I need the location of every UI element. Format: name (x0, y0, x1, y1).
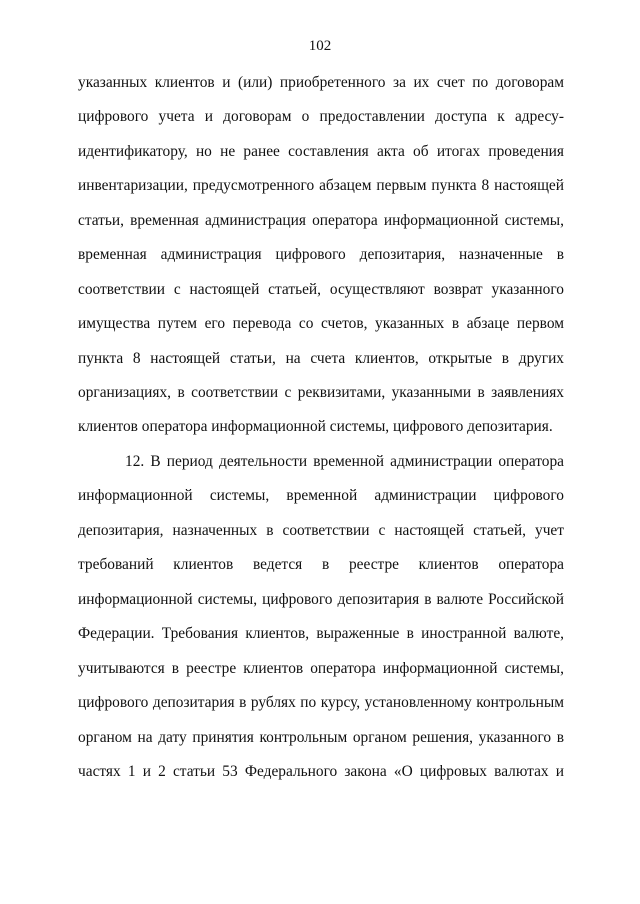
text-line: организациях, в соответствии с реквизитами, указанными в заявлениях (78, 383, 564, 401)
page-number: 102 (308, 38, 332, 54)
text-line: временная администрация цифрового депозитария, назначенные в (78, 246, 564, 264)
text-line: информационной системы, цифрового депозитария в валюте Российской (78, 590, 564, 608)
text-line: частях 1 и 2 статьи 53 Федерального закона «О цифровых валютах и (78, 762, 564, 780)
text-line: учитываются в реестре клиентов оператора информационной системы, (78, 659, 564, 677)
text-line: указанных клиентов и (или) приобретенного за их счет по договорам (78, 74, 564, 91)
text-line: пункта 8 настоящей статьи, на счета клиентов, открытые в других (78, 349, 564, 367)
text-line: клиентов оператора информационной системы, цифрового депозитария. (78, 418, 553, 436)
text-line: имущества путем его перевода со счетов, указанных в абзаце первом (78, 315, 564, 333)
text-line: депозитария, назначенных в соответствии с настоящей статьей, учет (78, 521, 564, 539)
text-line: информационной системы, временной администрации цифрового (78, 487, 564, 505)
text-line: 12. В период деятельности временной администрации оператора (125, 453, 564, 470)
text-line: цифрового депозитария в рублях по курсу, установленному контрольным (78, 694, 564, 712)
paragraph-12 (78, 451, 564, 795)
text-line: соответствии с настоящей статьей, осуществляют возврат указанного (78, 280, 564, 298)
text-line: органом на дату принятия контрольным органом решения, указанного в (78, 728, 564, 746)
text-line: Федерации. Требования клиентов, выраженные в иностранной валюте, (78, 625, 564, 643)
text-line: цифрового учета и договорам о предоставлении доступа к адресу- (78, 108, 564, 126)
text-line: требований клиентов ведется в реестре клиентов оператора (78, 556, 564, 574)
text-line: инвентаризации, предусмотренного абзацем первым пункта 8 настоящей (78, 177, 564, 195)
text-line: статьи, временная администрация оператора информационной системы, (78, 211, 564, 229)
paragraph-continuation (78, 72, 564, 451)
text-line: идентификатору, но не ранее составления акта об итогах проведения (78, 142, 564, 160)
